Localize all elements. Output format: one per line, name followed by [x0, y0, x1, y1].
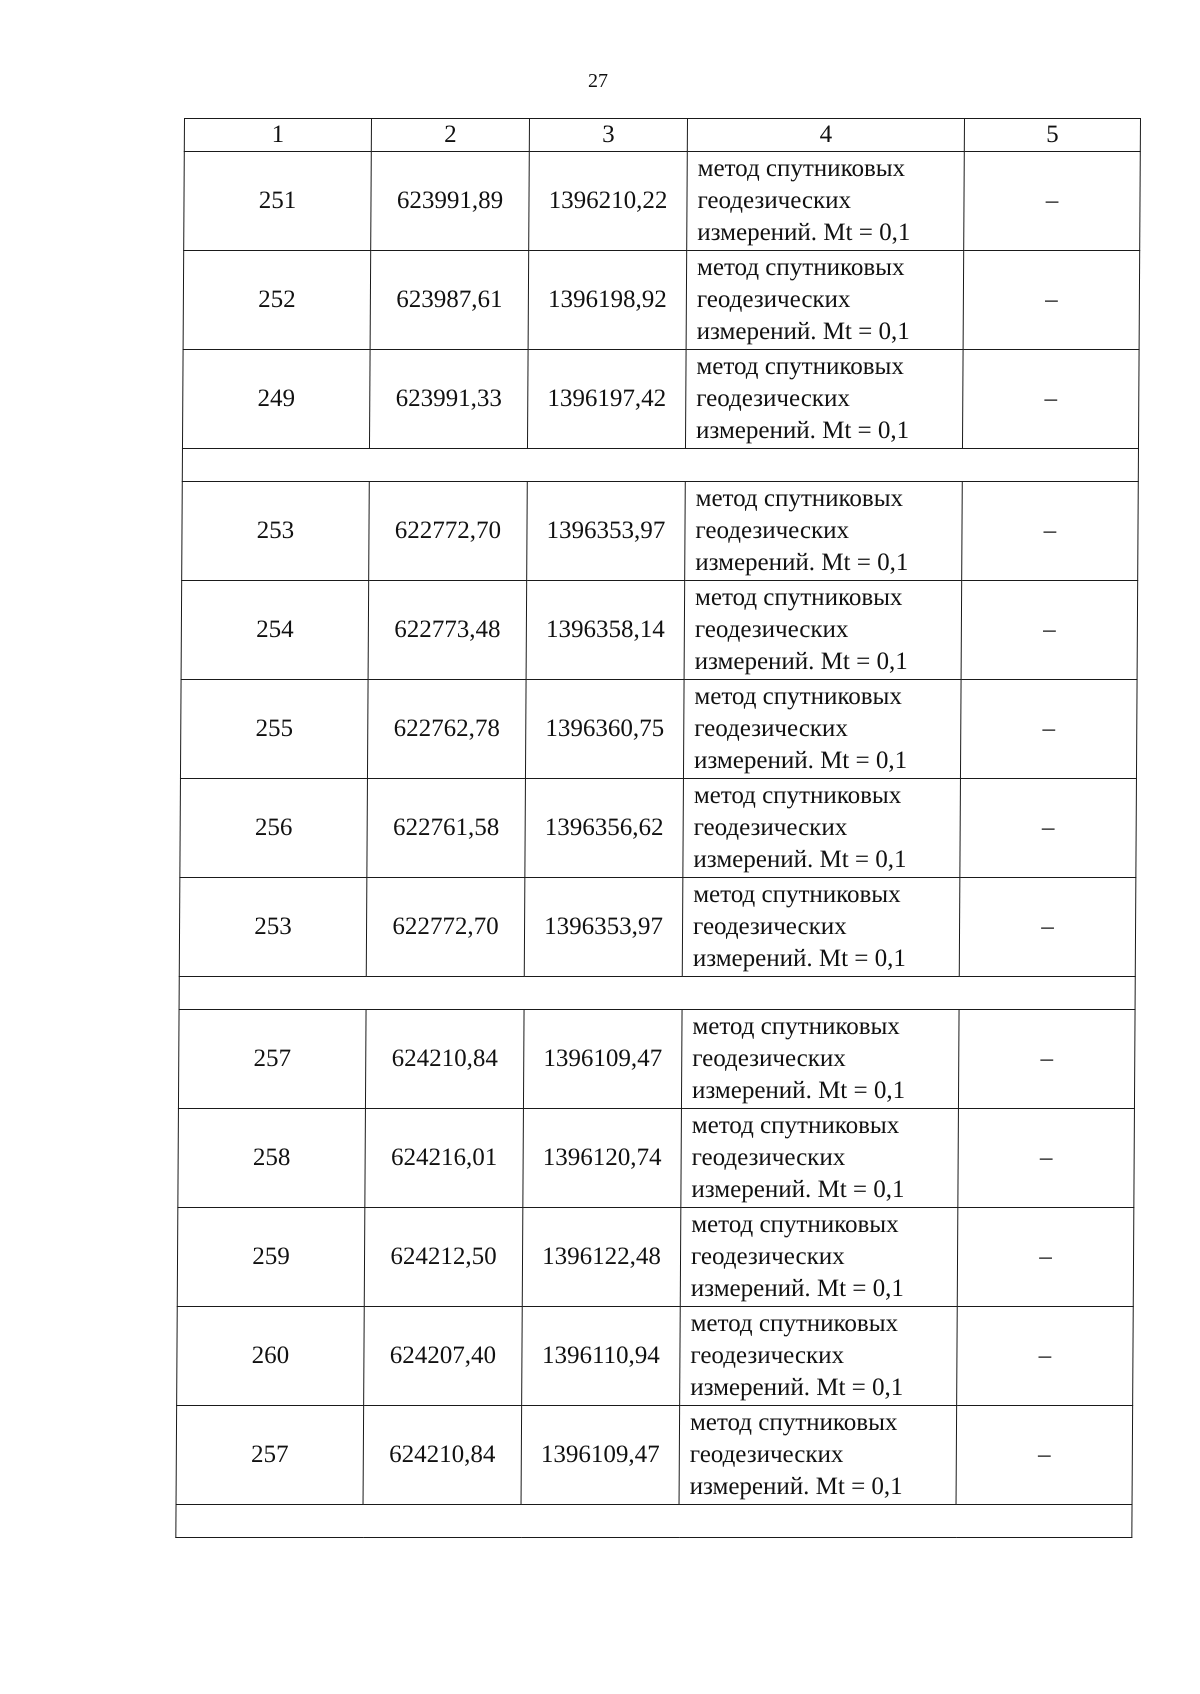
header-cell: 4 — [687, 119, 964, 152]
y-coordinate-cell: 1396353,97 — [524, 878, 683, 977]
x-coordinate-cell: 624207,40 — [364, 1307, 523, 1406]
method-text-line: измерений. Mt = 0,1 — [697, 219, 911, 246]
method-text-line: измерений. Mt = 0,1 — [693, 846, 907, 873]
point-number-cell: 255 — [180, 680, 368, 779]
x-coordinate-cell: 624210,84 — [363, 1406, 522, 1505]
method-text-line: измерений. Mt = 0,1 — [696, 417, 910, 444]
header-cell: 1 — [184, 119, 371, 152]
method-text-line: метод спутниковых — [691, 1112, 900, 1139]
group-separator-row — [176, 1505, 1132, 1538]
group-separator-row — [179, 977, 1135, 1010]
x-coordinate-cell: 623987,61 — [370, 251, 529, 350]
x-coordinate-cell: 622773,48 — [368, 581, 527, 680]
table-row — [178, 1010, 1135, 1109]
table-row — [176, 1406, 1133, 1505]
separator-cell — [179, 977, 1135, 1010]
y-coordinate-cell: 1396356,62 — [525, 779, 684, 878]
method-text-line: геодезических — [691, 1144, 846, 1171]
table-row — [182, 482, 1139, 581]
point-number-cell: 259 — [177, 1208, 365, 1307]
point-number-cell: 249 — [182, 350, 370, 449]
x-coordinate-cell: 624212,50 — [364, 1208, 523, 1307]
method-text-line: измерений. Mt = 0,1 — [696, 318, 910, 345]
method-text-line: измерений. Mt = 0,1 — [693, 747, 908, 774]
method-text-line: геодезических — [695, 517, 850, 544]
header-cell: 5 — [964, 119, 1140, 152]
method-text-line: геодезических — [690, 1243, 845, 1270]
y-coordinate-cell: 1396210,22 — [529, 152, 688, 251]
point-number-cell: 257 — [178, 1010, 366, 1109]
table-row — [180, 779, 1137, 878]
method-text-line: измерений. Mt = 0,1 — [690, 1374, 904, 1401]
x-coordinate-cell: 622772,70 — [366, 878, 525, 977]
coordinates-table — [175, 118, 1141, 1538]
note-cell: – — [958, 1109, 1135, 1208]
method-cell — [682, 878, 960, 977]
method-text-line: измерений. Mt = 0,1 — [690, 1275, 905, 1302]
method-cell — [680, 1208, 958, 1307]
x-coordinate-cell: 623991,33 — [369, 350, 528, 449]
method-cell — [684, 581, 962, 680]
table-row — [180, 680, 1137, 779]
table-row — [183, 251, 1140, 350]
method-text-line: геодезических — [690, 1342, 845, 1369]
separator-cell — [176, 1505, 1132, 1538]
method-text-line: метод спутниковых — [693, 881, 901, 908]
method-text-line: измерений. Mt = 0,1 — [695, 549, 909, 576]
method-cell — [685, 350, 963, 449]
method-text-line: измерений. Mt = 0,1 — [691, 1176, 905, 1203]
x-coordinate-cell: 624210,84 — [365, 1010, 524, 1109]
note-cell: – — [960, 680, 1137, 779]
point-number-cell: 254 — [181, 581, 369, 680]
method-cell — [687, 152, 965, 251]
table-row — [177, 1208, 1134, 1307]
method-text-line: геодезических — [692, 913, 847, 940]
y-coordinate-cell: 1396110,94 — [522, 1307, 681, 1406]
y-coordinate-cell: 1396198,92 — [528, 251, 687, 350]
method-cell — [683, 779, 961, 878]
x-coordinate-cell: 622762,78 — [367, 680, 526, 779]
y-coordinate-cell: 1396109,47 — [523, 1010, 682, 1109]
point-number-cell: 258 — [178, 1109, 366, 1208]
method-cell — [680, 1307, 958, 1406]
method-text-line: геодезических — [694, 616, 849, 643]
method-cell — [681, 1010, 959, 1109]
note-cell: – — [958, 1010, 1135, 1109]
method-text-line: метод спутниковых — [692, 1013, 900, 1040]
method-text-line: метод спутниковых — [696, 353, 904, 380]
table-row — [179, 878, 1136, 977]
header-cell: 3 — [529, 119, 687, 152]
y-coordinate-cell: 1396360,75 — [525, 680, 684, 779]
method-text-line: геодезических — [697, 187, 852, 214]
note-cell: – — [959, 878, 1136, 977]
point-number-cell: 251 — [184, 152, 372, 251]
method-text-line: метод спутниковых — [690, 1310, 899, 1337]
note-cell: – — [964, 152, 1141, 251]
header-cell: 2 — [371, 119, 529, 152]
table-row — [182, 350, 1139, 449]
y-coordinate-cell: 1396109,47 — [521, 1406, 680, 1505]
x-coordinate-cell: 622761,58 — [367, 779, 526, 878]
method-text-line: геодезических — [694, 715, 848, 742]
note-cell: – — [960, 779, 1137, 878]
point-number-cell: 252 — [183, 251, 371, 350]
method-text-line: метод спутниковых — [695, 485, 904, 512]
method-text-line: метод спутниковых — [693, 782, 902, 809]
y-coordinate-cell: 1396197,42 — [527, 350, 686, 449]
note-cell: – — [962, 350, 1139, 449]
method-text-line: геодезических — [692, 1045, 846, 1072]
point-number-cell: 257 — [176, 1406, 364, 1505]
y-coordinate-cell: 1396120,74 — [523, 1109, 682, 1208]
method-text-line: измерений. Mt = 0,1 — [691, 1077, 906, 1104]
group-separator-row — [182, 449, 1138, 482]
method-text-line: метод спутниковых — [691, 1211, 899, 1238]
note-cell: – — [956, 1406, 1133, 1505]
note-cell: – — [957, 1307, 1134, 1406]
method-text-line: геодезических — [696, 286, 851, 313]
method-text-line: метод спутниковых — [697, 155, 906, 182]
method-cell — [681, 1109, 959, 1208]
separator-cell — [182, 449, 1138, 482]
point-number-cell: 253 — [182, 482, 370, 581]
table-row — [184, 152, 1141, 251]
y-coordinate-cell: 1396358,14 — [526, 581, 685, 680]
y-coordinate-cell: 1396122,48 — [522, 1208, 681, 1307]
point-number-cell: 256 — [180, 779, 368, 878]
method-cell — [685, 482, 963, 581]
point-number-cell: 253 — [179, 878, 367, 977]
method-text-line: метод спутниковых — [694, 584, 903, 611]
method-cell — [686, 251, 964, 350]
method-text-line: измерений. Mt = 0,1 — [694, 648, 908, 675]
table-row — [178, 1109, 1135, 1208]
method-cell — [683, 680, 961, 779]
table-body — [176, 119, 1141, 1538]
method-text-line: измерений. Mt = 0,1 — [692, 945, 907, 972]
method-text-line: геодезических — [696, 385, 850, 412]
method-text-line: геодезических — [693, 814, 848, 841]
table-row — [177, 1307, 1134, 1406]
method-cell — [679, 1406, 957, 1505]
method-text-line: метод спутниковых — [689, 1409, 898, 1436]
x-coordinate-cell: 623991,89 — [371, 152, 530, 251]
x-coordinate-cell: 622772,70 — [369, 482, 528, 581]
method-text-line: метод спутниковых — [697, 254, 905, 281]
method-text-line: метод спутниковых — [694, 683, 902, 710]
note-cell: – — [957, 1208, 1134, 1307]
note-cell: – — [961, 581, 1138, 680]
point-number-cell: 260 — [177, 1307, 365, 1406]
note-cell: – — [962, 482, 1139, 581]
method-text-line: измерений. Mt = 0,1 — [689, 1473, 903, 1500]
y-coordinate-cell: 1396353,97 — [527, 482, 686, 581]
table-row — [181, 581, 1138, 680]
note-cell: – — [963, 251, 1140, 350]
page-number: 27 — [588, 70, 608, 92]
header-row — [184, 119, 1140, 152]
x-coordinate-cell: 624216,01 — [365, 1109, 524, 1208]
method-text-line: геодезических — [689, 1441, 844, 1468]
